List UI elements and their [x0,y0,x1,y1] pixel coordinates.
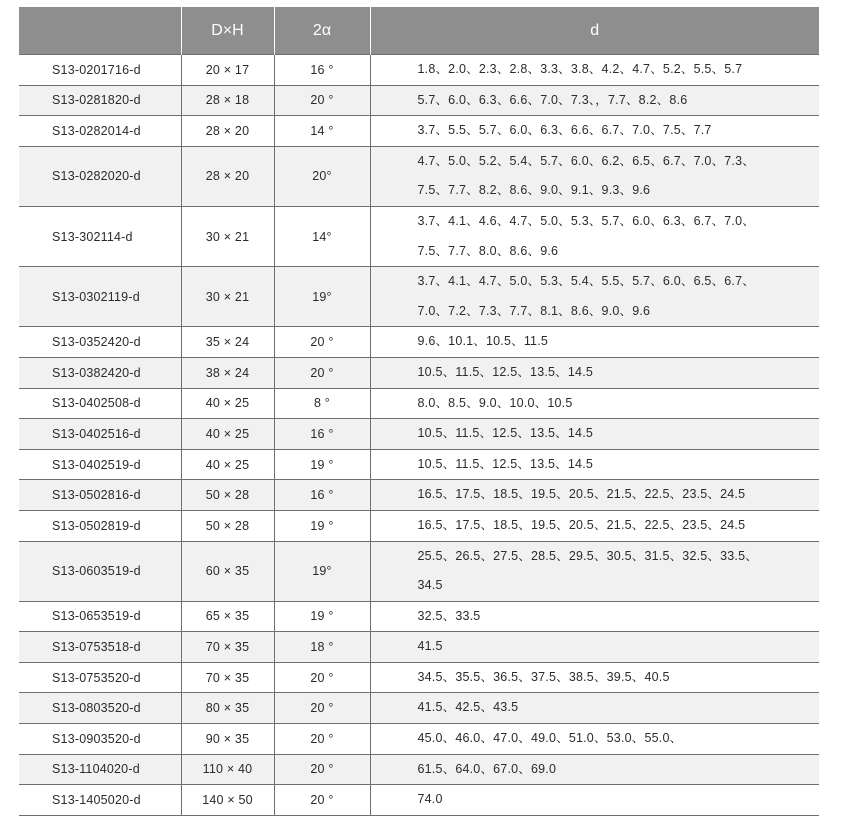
d-values-line: 9.6、10.1、10.5、11.5 [417,334,549,349]
dh-cell: 20 × 17 [181,55,274,86]
d-values-line: 1.8、2.0、2.3、2.8、3.3、3.8、4.2、4.7、5.2、5.5、5.7 [417,62,743,76]
part-code-cell: S13-0402519-d [19,449,181,480]
table-row [19,85,819,116]
angle-cell: 20 ° [274,785,370,816]
d-values-line: 8.0、8.5、9.0、10.0、10.5 [417,395,573,410]
part-code-cell: S13-0402516-d [19,419,181,450]
dh-cell: 28 × 20 [181,116,274,147]
d-values-cell [370,388,819,419]
d-values-line: 3.7、5.5、5.7、6.0、6.3、6.6、6.7、7.0、7.5、7.7 [417,123,712,138]
d-values-cell [370,541,819,601]
part-code-cell: S13-0281820-d [19,85,181,116]
d-values-line: 16.5、17.5、18.5、19.5、20.5、21.5、22.5、23.5、24.5 [417,517,746,532]
part-code-cell: S13-0402508-d [19,388,181,419]
d-values-cell [370,632,819,663]
dh-cell: 80 × 35 [181,693,274,724]
angle-cell: 20 ° [274,754,370,785]
dh-cell: 40 × 25 [181,388,274,419]
d-values-line: 3.7、4.1、4.7、5.0、5.3、5.4、5.5、5.7、6.0、6.5、6.7、 [417,274,755,289]
angle-cell: 19° [274,267,370,327]
d-values-cell [370,754,819,785]
part-code-cell: S13-0502819-d [19,510,181,541]
angle-cell: 20 ° [274,662,370,693]
table-row [19,327,819,358]
table-row [19,419,819,450]
d-values-line: 10.5、11.5、12.5、13.5、14.5 [417,426,594,441]
d-values-line: 5.7、6.0、6.3、6.6、7.0、7.3、，7.7、8.2、8.6 [417,92,688,107]
part-code-cell: S13-0903520-d [19,724,181,755]
table-row [19,55,819,86]
d-values-line: 16.5、17.5、18.5、19.5、20.5、21.5、22.5、23.5、24.5 [417,487,746,502]
dh-cell: 28 × 18 [181,85,274,116]
d-values-line: 25.5、26.5、27.5、28.5、29.5、30.5、31.5、32.5、33.5、 [417,548,758,563]
d-values-line: 7.5、7.7、8.0、8.6、9.6 [417,243,559,258]
d-values-cell [370,480,819,511]
d-values-line: 41.5、42.5、43.5 [417,700,519,715]
part-code-cell: S13-0753520-d [19,662,181,693]
dh-cell: 35 × 24 [181,327,274,358]
table-row [19,541,819,601]
part-code-cell: S13-0382420-d [19,357,181,388]
table-row [19,632,819,663]
d-values-line: 34.5、35.5、36.5、37.5、38.5、39.5、40.5 [417,669,670,684]
part-code-cell: S13-0282014-d [19,116,181,147]
header-angle: 2α [274,7,370,55]
dh-cell: 70 × 35 [181,632,274,663]
dh-cell: 110 × 40 [181,754,274,785]
d-values-line: 41.5 [417,639,443,654]
table-row [19,267,819,327]
d-values-cell [370,55,819,86]
dh-cell: 40 × 25 [181,419,274,450]
table-row [19,754,819,785]
part-code-cell: S13-0803520-d [19,693,181,724]
header-code [19,7,181,55]
d-values-line: 4.7、5.0、5.2、5.4、5.7、6.0、6.2、6.5、6.7、7.0、7.3、 [417,153,755,168]
table-row [19,601,819,632]
d-values-cell [370,116,819,147]
table-row [19,116,819,147]
d-values-cell [370,601,819,632]
angle-cell: 20° [274,146,370,206]
angle-cell: 19 ° [274,510,370,541]
part-code-cell: S13-0302119-d [19,267,181,327]
dh-cell: 38 × 24 [181,357,274,388]
table-row [19,388,819,419]
part-code-cell: S13-0201716-d [19,55,181,86]
part-code-cell: S13-0502816-d [19,480,181,511]
part-code-cell: S13-1405020-d [19,785,181,816]
angle-cell: 20 ° [274,357,370,388]
angle-cell: 14° [274,206,370,266]
d-values-cell [370,785,819,816]
d-values-line: 74.0 [417,792,443,807]
angle-cell: 20 ° [274,724,370,755]
dh-cell: 30 × 21 [181,267,274,327]
dh-cell: 40 × 25 [181,449,274,480]
part-code-cell: S13-1104020-d [19,754,181,785]
angle-cell: 18 ° [274,632,370,663]
table-row [19,785,819,816]
d-values-cell [370,357,819,388]
spec-table [19,7,819,816]
table-row [19,724,819,755]
d-values-line: 7.0、7.2、7.3、7.7、8.1、8.6、9.0、9.6 [417,303,651,318]
dh-cell: 30 × 21 [181,206,274,266]
d-values-line: 10.5、11.5、12.5、13.5、14.5 [417,456,594,471]
d-values-line: 61.5、64.0、67.0、69.0 [417,761,557,776]
d-values-cell [370,146,819,206]
angle-cell: 20 ° [274,327,370,358]
angle-cell: 8 ° [274,388,370,419]
angle-cell: 16 ° [274,419,370,450]
d-values-line: 7.5、7.7、8.2、8.6、9.0、9.1、9.3、9.6 [417,183,651,198]
header-d: d [370,7,819,55]
part-code-cell: S13-0352420-d [19,327,181,358]
table-row [19,662,819,693]
table-row [19,206,819,266]
part-code-cell: S13-0603519-d [19,541,181,601]
part-code-cell: S13-0753518-d [19,632,181,663]
d-values-cell [370,449,819,480]
dh-cell: 50 × 28 [181,510,274,541]
angle-cell: 20 ° [274,693,370,724]
angle-cell: 16 ° [274,480,370,511]
d-values-line: 3.7、4.1、4.6、4.7、5.0、5.3、5.7、6.0、6.3、6.7、7.0、 [417,213,755,228]
d-values-cell [370,267,819,327]
d-values-cell [370,724,819,755]
table-row [19,449,819,480]
table-row [19,693,819,724]
d-values-line: 34.5 [417,578,443,593]
part-code-cell: S13-302114-d [19,206,181,266]
angle-cell: 16 ° [274,55,370,86]
angle-cell: 19 ° [274,449,370,480]
header-dh: D×H [181,7,274,55]
d-values-line: 10.5、11.5、12.5、13.5、14.5 [417,364,594,379]
angle-cell: 19 ° [274,601,370,632]
d-values-cell [370,510,819,541]
angle-cell: 19° [274,541,370,601]
dh-cell: 50 × 28 [181,480,274,511]
table-row [19,510,819,541]
dh-cell: 28 × 20 [181,146,274,206]
table-row [19,146,819,206]
d-values-cell [370,85,819,116]
angle-cell: 14 ° [274,116,370,147]
part-code-cell: S13-0282020-d [19,146,181,206]
d-values-cell [370,419,819,450]
dh-cell: 60 × 35 [181,541,274,601]
dh-cell: 140 × 50 [181,785,274,816]
d-values-line: 32.5、33.5 [417,608,481,623]
table-row [19,357,819,388]
d-values-line: 45.0、46.0、47.0、49.0、51.0、53.0、55.0、 [417,731,683,746]
d-values-cell [370,693,819,724]
dh-cell: 65 × 35 [181,601,274,632]
angle-cell: 20 ° [274,85,370,116]
table-row [19,480,819,511]
part-code-cell: S13-0653519-d [19,601,181,632]
d-values-cell [370,206,819,266]
table-header-row [19,7,819,55]
d-values-cell [370,662,819,693]
dh-cell: 90 × 35 [181,724,274,755]
d-values-cell [370,327,819,358]
dh-cell: 70 × 35 [181,662,274,693]
